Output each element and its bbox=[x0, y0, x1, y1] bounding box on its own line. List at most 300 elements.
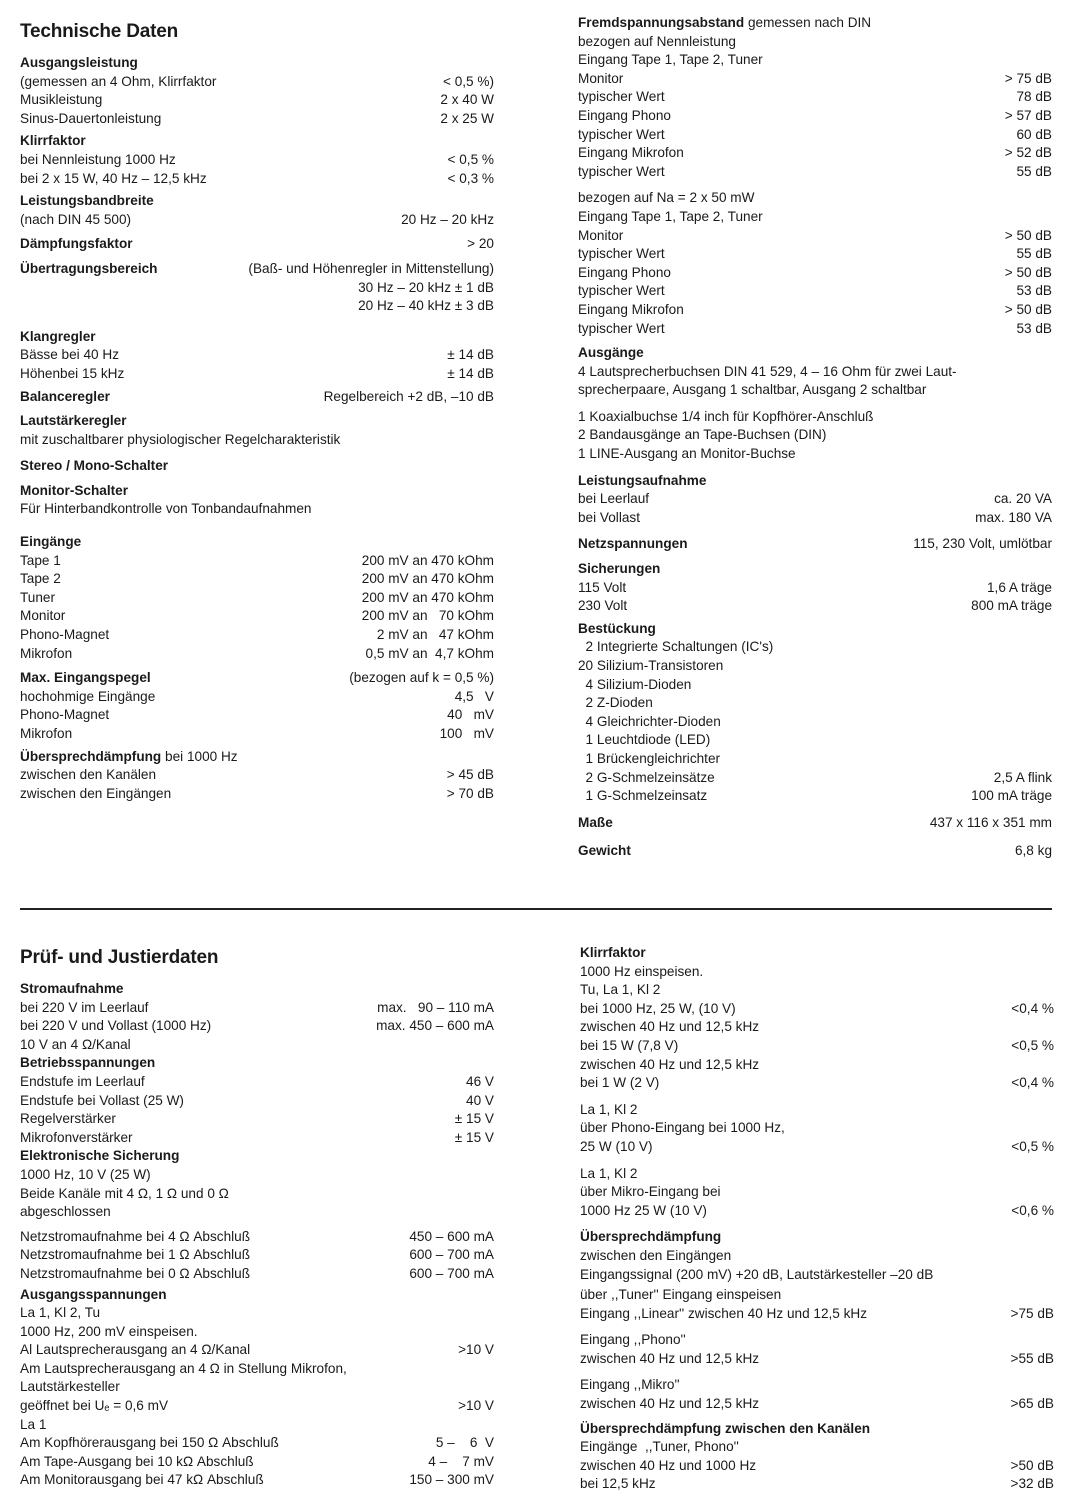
spec-label: Monitor bbox=[20, 608, 66, 624]
spec-heading bbox=[20, 412, 494, 431]
spec-value: 55 dB bbox=[1016, 246, 1052, 262]
spec-heading-label: Stereo / Mono-Schalter bbox=[20, 458, 169, 474]
spec-row bbox=[580, 1376, 1054, 1395]
spec-column-left-top bbox=[20, 18, 494, 803]
spec-heading bbox=[20, 192, 494, 211]
spec-row bbox=[578, 88, 1052, 107]
spec-heading bbox=[20, 1054, 494, 1073]
spec-value: 600 – 700 mA bbox=[409, 1265, 494, 1281]
spec-heading-text bbox=[578, 472, 706, 491]
spec-label: Tape 1 bbox=[20, 552, 61, 568]
spec-column-right-bottom bbox=[580, 944, 1054, 1494]
spec-heading-label: Lautstärkeregler bbox=[20, 413, 127, 429]
spec-row bbox=[578, 189, 1052, 208]
spec-label: Eingang ,,Mikro'' bbox=[580, 1377, 680, 1393]
spec-row bbox=[580, 1475, 1054, 1494]
spec-label: 1 Leuchtdiode (LED) bbox=[578, 732, 711, 748]
spec-row bbox=[20, 1265, 494, 1284]
spec-row bbox=[20, 1166, 494, 1185]
spec-heading-label: Dämpfungsfaktor bbox=[20, 236, 133, 252]
spec-label: bei 1000 Hz, 25 W, (10 V) bbox=[580, 1000, 736, 1016]
spec-value: ± 14 dB bbox=[447, 365, 494, 381]
spec-heading-text bbox=[578, 14, 871, 33]
spec-row bbox=[578, 33, 1052, 52]
spec-value: (Baß- und Höhenregler in Mittenstellung) bbox=[248, 260, 494, 276]
spec-row bbox=[20, 279, 494, 298]
spec-label: La 1 bbox=[20, 1416, 47, 1432]
spec-value: 20 Hz – 40 kHz ± 3 dB bbox=[358, 298, 494, 314]
spec-row bbox=[578, 787, 1052, 806]
spec-label: zwischen den Eingängen bbox=[20, 785, 172, 801]
spec-row bbox=[20, 766, 494, 785]
spec-value: 200 mV an 470 kOhm bbox=[361, 552, 494, 568]
spec-heading-text bbox=[20, 192, 154, 211]
spec-label: über Mikro-Eingang bei bbox=[580, 1184, 721, 1200]
spec-value: 46 V bbox=[466, 1073, 494, 1089]
spec-label: bezogen auf Na = 2 x 50 mW bbox=[578, 190, 755, 206]
spec-row bbox=[20, 1378, 494, 1397]
spec-heading-text bbox=[20, 1286, 167, 1305]
spec-heading bbox=[578, 560, 1052, 579]
spec-row bbox=[578, 750, 1052, 769]
spec-row bbox=[20, 785, 494, 804]
spec-heading-text bbox=[20, 54, 138, 73]
spec-value: 2 mV an 47 kOhm bbox=[376, 627, 494, 643]
spec-heading-label: Ausgangsleistung bbox=[20, 55, 138, 70]
spec-value: 150 – 300 mV bbox=[409, 1472, 494, 1488]
spec-heading-text bbox=[580, 1228, 721, 1247]
spec-heading-text bbox=[20, 748, 238, 767]
spec-row bbox=[20, 73, 494, 92]
spec-row bbox=[20, 706, 494, 725]
spec-row bbox=[578, 445, 1052, 464]
spec-row bbox=[20, 1092, 494, 1111]
spec-value: Regelbereich +2 dB, –10 dB bbox=[323, 388, 494, 404]
spec-label: Endstufe im Leerlauf bbox=[20, 1073, 145, 1089]
spec-row bbox=[578, 70, 1052, 89]
spec-value: 437 x 116 x 351 mm bbox=[929, 814, 1052, 830]
spec-value: 100 mA träge bbox=[971, 788, 1052, 804]
spec-heading bbox=[578, 814, 1052, 833]
spec-heading-text bbox=[20, 457, 168, 476]
spec-row bbox=[20, 999, 494, 1018]
spec-heading-label: Elektronische Sicherung bbox=[20, 1148, 180, 1164]
spec-value: > 75 dB bbox=[1004, 70, 1052, 86]
spec-heading bbox=[578, 14, 1052, 33]
spec-heading bbox=[20, 457, 494, 476]
spec-heading-text bbox=[20, 533, 81, 552]
spec-label: (gemessen an 4 Ohm, Klirrfaktor bbox=[20, 73, 217, 89]
spec-heading bbox=[20, 980, 494, 999]
spec-value: 2 x 40 W bbox=[440, 92, 494, 108]
spec-row bbox=[20, 1036, 494, 1055]
spec-heading bbox=[578, 472, 1052, 491]
spec-row bbox=[578, 713, 1052, 732]
spec-heading-label: Klirrfaktor bbox=[580, 945, 646, 960]
spec-value: 450 – 600 mA bbox=[409, 1228, 494, 1244]
spec-row bbox=[580, 981, 1054, 1000]
spec-label: bei 220 V und Vollast (1000 Hz) bbox=[20, 1018, 212, 1034]
spec-value: 1,6 A träge bbox=[986, 579, 1052, 595]
spec-label: 1000 Hz, 200 mV einspeisen. bbox=[20, 1323, 198, 1339]
spec-label: typischer Wert bbox=[578, 283, 665, 299]
spec-label: 1 G-Schmelzeinsatz bbox=[578, 788, 708, 804]
spec-label: geöffnet bei Uₑ = 0,6 mV bbox=[20, 1398, 169, 1414]
spec-heading-text bbox=[580, 944, 646, 963]
spec-label: La 1, Kl 2 bbox=[580, 1101, 638, 1117]
spec-heading-text bbox=[578, 814, 613, 833]
spec-label: Für Hinterbandkontrolle von Tonbandaufnahmen bbox=[20, 501, 312, 517]
spec-value: <0,5 % bbox=[1011, 1138, 1054, 1154]
spec-row bbox=[578, 51, 1052, 70]
spec-row bbox=[578, 227, 1052, 246]
spec-heading bbox=[580, 944, 1054, 963]
spec-value: max. 450 – 600 mA bbox=[376, 1018, 494, 1034]
spec-row bbox=[20, 1110, 494, 1129]
spec-row bbox=[20, 1304, 494, 1323]
spec-value: >55 dB bbox=[1010, 1350, 1054, 1366]
spec-value: >65 dB bbox=[1010, 1396, 1054, 1412]
spec-value: 4 – 7 mV bbox=[428, 1453, 494, 1469]
spec-label: Mikrofon bbox=[20, 726, 73, 741]
spec-heading-text bbox=[20, 669, 151, 688]
spec-row bbox=[580, 1305, 1054, 1324]
spec-label: zwischen 40 Hz und 12,5 kHz bbox=[580, 1396, 760, 1412]
spec-label: Monitor bbox=[578, 70, 624, 86]
spec-row bbox=[580, 1165, 1054, 1184]
spec-label: bei 220 V im Leerlauf bbox=[20, 999, 149, 1015]
spec-label: Tu, La 1, Kl 2 bbox=[580, 982, 661, 998]
spec-value: >32 dB bbox=[1010, 1476, 1054, 1492]
spec-row bbox=[20, 1341, 494, 1360]
spec-label: Musikleistung bbox=[20, 92, 103, 108]
spec-label: (nach DIN 45 500) bbox=[20, 211, 132, 227]
spec-label: Sinus-Dauertonleistung bbox=[20, 110, 162, 126]
spec-row bbox=[580, 1056, 1054, 1075]
spec-heading-label: Sicherungen bbox=[578, 561, 661, 577]
spec-row bbox=[578, 579, 1052, 598]
spec-value: >10 V bbox=[458, 1398, 494, 1414]
spec-label: typischer Wert bbox=[578, 320, 665, 336]
spec-value: 55 dB bbox=[1016, 163, 1052, 179]
spec-label: Netzstromaufnahme bei 0 Ω Abschluß bbox=[20, 1265, 251, 1281]
spec-heading bbox=[20, 1147, 494, 1166]
spec-label: La 1, Kl 2, Tu bbox=[20, 1305, 101, 1321]
spec-row bbox=[20, 91, 494, 110]
spec-row bbox=[20, 725, 494, 744]
spec-row bbox=[580, 1457, 1054, 1476]
spec-row bbox=[578, 426, 1052, 445]
spec-row bbox=[578, 657, 1052, 676]
spec-heading-label: Netzspannungen bbox=[578, 536, 688, 552]
spec-label: Eingang Tape 1, Tape 2, Tuner bbox=[578, 52, 763, 68]
spec-label: Am Lautsprecherausgang an 4 Ω in Stellung Mikrofon, bbox=[20, 1360, 347, 1376]
spec-value: 60 dB bbox=[1016, 126, 1052, 142]
spec-value: 30 Hz – 20 kHz ± 1 dB bbox=[358, 279, 494, 295]
spec-value: > 52 dB bbox=[1004, 145, 1052, 161]
spec-row bbox=[578, 731, 1052, 750]
spec-heading-text bbox=[20, 412, 127, 431]
spec-row bbox=[578, 107, 1052, 126]
spec-label: bei 2 x 15 W, 40 Hz – 12,5 kHz bbox=[20, 170, 207, 186]
spec-label: zwischen 40 Hz und 12,5 kHz bbox=[580, 1019, 760, 1035]
spec-label: Lautstärkesteller bbox=[20, 1379, 120, 1395]
spec-heading-note: gemessen nach DIN bbox=[744, 15, 872, 30]
spec-value: 6,8 kg bbox=[1014, 843, 1052, 859]
spec-label: 1 Brückengleichrichter bbox=[578, 750, 721, 766]
spec-heading-text bbox=[20, 132, 86, 151]
spec-heading bbox=[20, 748, 494, 767]
spec-row bbox=[580, 1202, 1054, 1221]
spec-row bbox=[20, 1129, 494, 1148]
spec-row bbox=[578, 769, 1052, 788]
spec-row bbox=[20, 1434, 494, 1453]
spec-value: > 45 dB bbox=[446, 767, 494, 783]
spec-label: 10 V an 4 Ω/Kanal bbox=[20, 1036, 131, 1052]
spec-label: Eingang Mikrofon bbox=[578, 145, 684, 161]
spec-row bbox=[578, 126, 1052, 145]
spec-row bbox=[580, 1018, 1054, 1037]
spec-value: 200 mV an 470 kOhm bbox=[361, 571, 494, 587]
spec-label: zwischen den Eingängen bbox=[580, 1247, 732, 1263]
spec-label: 1 LINE-Ausgang an Monitor-Buchse bbox=[578, 446, 796, 462]
spec-row bbox=[20, 1017, 494, 1036]
spec-row bbox=[578, 408, 1052, 427]
spec-label: Eingang Mikrofon bbox=[578, 301, 684, 317]
spec-value: > 50 dB bbox=[1004, 301, 1052, 317]
spec-row bbox=[20, 110, 494, 129]
spec-value: 200 mV an 70 kOhm bbox=[361, 608, 494, 624]
spec-label: 25 W (10 V) bbox=[580, 1138, 653, 1154]
spec-heading-label: Ausgangsspannungen bbox=[20, 1286, 167, 1302]
spec-label: bei Nennleistung 1000 Hz bbox=[20, 151, 176, 167]
spec-label: Beide Kanäle mit 4 Ω, 1 Ω und 0 Ω bbox=[20, 1185, 229, 1201]
spec-row bbox=[20, 431, 494, 450]
spec-label: typischer Wert bbox=[578, 126, 665, 142]
spec-value: < 0,5 % bbox=[447, 151, 494, 167]
spec-label: Eingang Phono bbox=[578, 264, 671, 280]
spec-label: Endstufe bei Vollast (25 W) bbox=[20, 1092, 184, 1108]
spec-value: 53 dB bbox=[1016, 283, 1052, 299]
spec-heading-label: Übersprechdämpfung bbox=[580, 1229, 722, 1245]
spec-row bbox=[578, 301, 1052, 320]
spec-heading bbox=[578, 535, 1052, 554]
spec-label: bei 12,5 kHz bbox=[580, 1476, 656, 1492]
spec-value: 5 – 6 V bbox=[435, 1435, 494, 1451]
spec-heading-text bbox=[20, 260, 157, 279]
spec-heading-label: Bestückung bbox=[578, 620, 656, 636]
spec-heading bbox=[580, 1228, 1054, 1247]
spec-row bbox=[580, 1138, 1054, 1157]
spec-value: >75 dB bbox=[1010, 1305, 1054, 1321]
spec-heading-label: Fremdspannungsabstand bbox=[578, 15, 745, 30]
spec-value: max. 90 – 110 mA bbox=[377, 999, 494, 1015]
spec-heading bbox=[20, 235, 494, 254]
spec-label: 1 Koaxialbuchse 1/4 inch für Kopfhörer-Anschluß bbox=[578, 408, 874, 424]
spec-value: 2 x 25 W bbox=[440, 110, 494, 126]
spec-label: Mikrofon bbox=[20, 645, 73, 661]
spec-heading-label: Ausgänge bbox=[578, 345, 644, 361]
spec-row bbox=[20, 1228, 494, 1247]
spec-label: Mikrofonverstärker bbox=[20, 1129, 133, 1145]
spec-heading-text bbox=[580, 1420, 870, 1439]
spec-row bbox=[578, 363, 1052, 382]
spec-value: 115, 230 Volt, umlötbar bbox=[913, 536, 1052, 552]
spec-row bbox=[580, 1119, 1054, 1138]
section-title-text: Technische Daten bbox=[20, 21, 178, 42]
spec-row bbox=[580, 1395, 1054, 1414]
spec-value: <0,4 % bbox=[1011, 1000, 1054, 1016]
spec-value: 78 dB bbox=[1016, 89, 1052, 105]
spec-row bbox=[578, 245, 1052, 264]
spec-label: 2 Z-Dioden bbox=[578, 695, 653, 711]
spec-row bbox=[20, 589, 494, 608]
spec-heading bbox=[580, 1420, 1054, 1439]
spec-label: 230 Volt bbox=[578, 598, 628, 614]
spec-label: Höhenbei 15 kHz bbox=[20, 365, 125, 381]
spec-row bbox=[578, 638, 1052, 657]
spec-label: zwischen 40 Hz und 12,5 kHz bbox=[580, 1350, 760, 1366]
spec-value: 4,5 V bbox=[454, 688, 494, 704]
spec-heading-text bbox=[20, 1147, 179, 1166]
spec-row bbox=[20, 552, 494, 571]
spec-heading bbox=[578, 842, 1052, 861]
spec-value: ± 14 dB bbox=[447, 347, 494, 363]
spec-row bbox=[20, 500, 494, 519]
spec-row bbox=[578, 163, 1052, 182]
spec-label: mit zuschaltbarer physiologischer Regelcharakteristik bbox=[20, 431, 341, 447]
spec-heading-text bbox=[578, 560, 660, 579]
spec-heading bbox=[20, 388, 494, 407]
spec-label: Eingang ,,Linear'' zwischen 40 Hz und 12,5 kHz bbox=[580, 1305, 868, 1321]
spec-row bbox=[578, 676, 1052, 695]
spec-row bbox=[578, 144, 1052, 163]
spec-value: 53 dB bbox=[1016, 320, 1052, 336]
spec-value: > 50 dB bbox=[1004, 227, 1052, 243]
spec-label: typischer Wert bbox=[578, 163, 665, 179]
spec-label: Eingänge ,,Tuner, Phono'' bbox=[580, 1439, 739, 1455]
spec-row bbox=[580, 1101, 1054, 1120]
spec-row bbox=[580, 1183, 1054, 1202]
spec-value: > 50 dB bbox=[1004, 264, 1052, 280]
spec-row bbox=[580, 963, 1054, 982]
spec-heading bbox=[20, 132, 494, 151]
spec-label: über Phono-Eingang bei 1000 Hz, bbox=[580, 1120, 785, 1136]
spec-row bbox=[578, 208, 1052, 227]
spec-row bbox=[578, 509, 1052, 528]
section-title bbox=[20, 18, 494, 46]
spec-heading-text bbox=[578, 620, 656, 639]
spec-label: typischer Wert bbox=[578, 246, 665, 262]
spec-row bbox=[20, 1416, 494, 1435]
spec-label: bei 1 W (2 V) bbox=[580, 1075, 660, 1091]
spec-label: La 1, Kl 2 bbox=[580, 1165, 638, 1181]
spec-heading-label: Gewicht bbox=[578, 843, 631, 859]
spec-row bbox=[20, 297, 494, 316]
spec-label: 115 Volt bbox=[578, 579, 627, 595]
spec-value: 100 mV bbox=[439, 726, 494, 741]
spec-value: 200 mV an 470 kOhm bbox=[361, 589, 494, 605]
spec-heading-text bbox=[20, 235, 133, 254]
spec-heading-label: Übersprechdämpfung zwischen den Kanälen bbox=[580, 1420, 871, 1436]
spec-heading bbox=[20, 260, 494, 279]
spec-row bbox=[580, 1331, 1054, 1350]
spec-value: max. 180 VA bbox=[975, 509, 1052, 525]
spec-heading bbox=[578, 344, 1052, 363]
spec-value: ± 15 V bbox=[454, 1129, 494, 1145]
spec-row bbox=[578, 320, 1052, 339]
spec-heading-label: Betriebsspannungen bbox=[20, 1055, 156, 1071]
spec-label: 1000 Hz einspeisen. bbox=[580, 963, 704, 979]
spec-heading-label: Leistungsbandbreite bbox=[20, 193, 154, 209]
spec-label: 2 G-Schmelzeinsätze bbox=[578, 769, 715, 785]
spec-heading-text bbox=[578, 535, 688, 554]
spec-value: 20 Hz – 20 kHz bbox=[401, 211, 494, 227]
spec-heading-text bbox=[20, 1054, 155, 1073]
spec-value: 40 mV bbox=[447, 707, 494, 723]
spec-heading bbox=[20, 482, 494, 501]
spec-row bbox=[578, 490, 1052, 509]
spec-label: bezogen auf Nennleistung bbox=[578, 33, 736, 49]
spec-label: Am Monitorausgang bei 47 kΩ Abschluß bbox=[20, 1472, 264, 1488]
spec-row bbox=[20, 1360, 494, 1379]
spec-heading bbox=[20, 54, 494, 73]
spec-label: abgeschlossen bbox=[20, 1204, 111, 1220]
spec-label: Netzstromaufnahme bei 4 Ω Abschluß bbox=[20, 1228, 251, 1244]
spec-heading-text bbox=[20, 482, 128, 501]
spec-row bbox=[578, 282, 1052, 301]
spec-row bbox=[20, 607, 494, 626]
spec-label: Eingang ,,Phono'' bbox=[580, 1332, 686, 1348]
spec-heading-text bbox=[20, 328, 96, 347]
spec-value: 800 mA träge bbox=[971, 598, 1052, 614]
spec-row bbox=[20, 570, 494, 589]
spec-label: zwischen 40 Hz und 12,5 kHz bbox=[580, 1056, 760, 1072]
spec-value: <0,5 % bbox=[1011, 1037, 1054, 1053]
spec-row bbox=[580, 1438, 1054, 1457]
spec-value: 40 V bbox=[466, 1092, 494, 1108]
spec-row bbox=[20, 1073, 494, 1092]
spec-row bbox=[20, 645, 494, 664]
spec-row bbox=[580, 1266, 1054, 1285]
spec-row bbox=[20, 1323, 494, 1342]
spec-value: ca. 20 VA bbox=[994, 491, 1052, 507]
spec-heading-text bbox=[578, 842, 631, 861]
section-divider bbox=[20, 908, 1052, 910]
spec-row bbox=[20, 626, 494, 645]
spec-label: typischer Wert bbox=[578, 89, 665, 105]
spec-label: Bässe bei 40 Hz bbox=[20, 347, 119, 363]
spec-label: 1000 Hz 25 W (10 V) bbox=[580, 1202, 707, 1218]
spec-row bbox=[580, 1074, 1054, 1093]
spec-label: Al Lautsprecherausgang an 4 Ω/Kanal bbox=[20, 1342, 251, 1358]
section-title bbox=[20, 944, 494, 972]
spec-label: 1000 Hz, 10 V (25 W) bbox=[20, 1166, 151, 1182]
spec-row bbox=[20, 346, 494, 365]
spec-heading-label: Leistungsaufnahme bbox=[578, 472, 707, 488]
spec-row bbox=[20, 1453, 494, 1472]
section-title-text: Prüf- und Justierdaten bbox=[20, 947, 219, 968]
spec-label: bei Leerlauf bbox=[578, 491, 650, 507]
spec-row bbox=[20, 211, 494, 230]
spec-row bbox=[580, 1286, 1054, 1305]
spec-value: ± 15 V bbox=[454, 1111, 494, 1127]
spec-value: <0,4 % bbox=[1011, 1075, 1054, 1091]
spec-value: >10 V bbox=[458, 1342, 494, 1358]
spec-heading-label: Klangregler bbox=[20, 328, 96, 344]
spec-row bbox=[578, 597, 1052, 616]
spec-label: Phono-Magnet bbox=[20, 707, 110, 723]
